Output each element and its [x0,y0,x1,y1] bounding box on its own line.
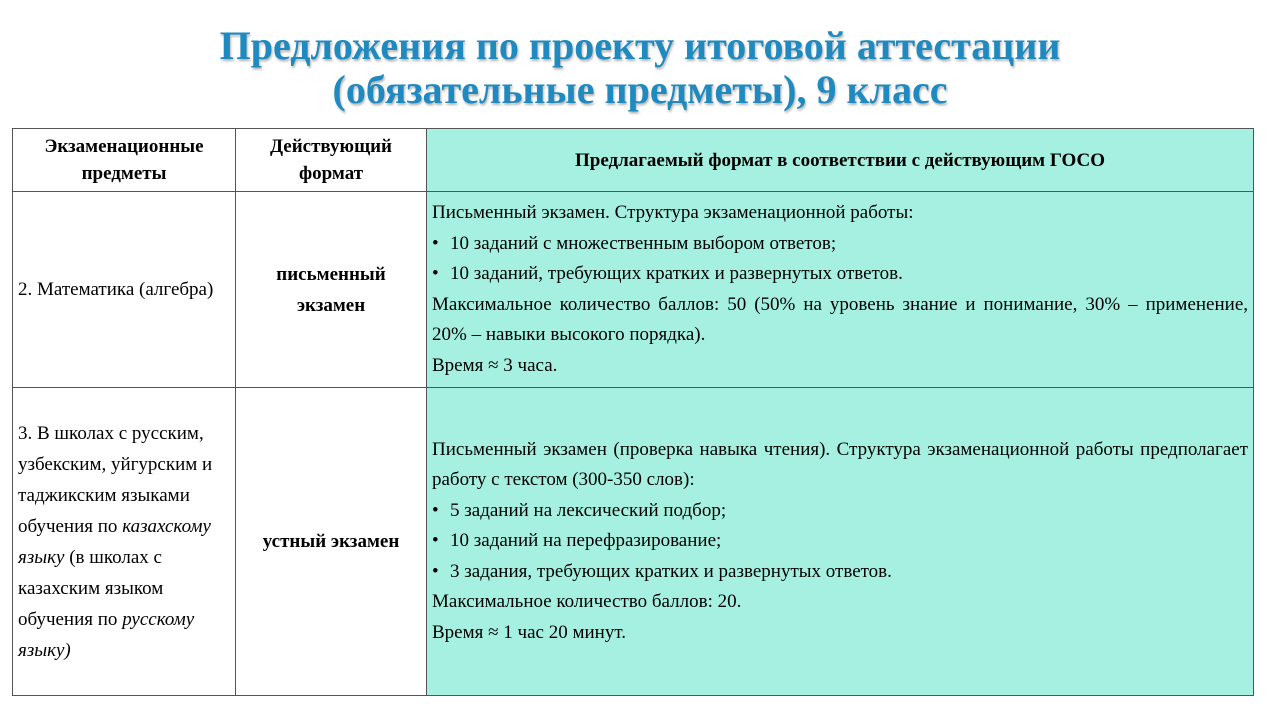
current-format-cell: письменный экзамен [236,192,427,388]
proposed-format-cell [427,388,1254,696]
proposed-time: Время ≈ 3 часа. [432,354,558,376]
bullet-dot: • [432,232,439,254]
subject-cell [13,388,236,696]
subject-language-russian: русскому языку) [18,608,195,661]
table-row [13,192,1254,388]
subject-language-kazakh: казахскому языку [18,515,211,568]
proposed-time: Время ≈ 1 час 20 минут. [432,621,626,643]
proposed-max-score: Максимальное количество баллов: 50 (50% на уровень знание и понимание, 30% – применение, 20% – навыки высокого порядка). [432,293,1248,345]
bullet-text: 10 заданий с множественным выбором ответов; [450,232,837,254]
subject-part: ( [64,546,76,568]
exam-table [12,128,1254,696]
proposed-bullet [432,557,1248,588]
bullet-text: 10 заданий, требующих кратких и развернутых ответов. [450,263,903,284]
subject-part: в школах с казахским языком обучения по [18,546,164,630]
subject-part: 3. В школах с русским, узбекским, уйгурским и таджикским языками обучения по [18,422,213,537]
header-row [13,129,1254,192]
bullet-text: 3 задания, требующих кратких и развернутых ответов. [450,560,892,582]
proposed-bullet [432,229,1248,260]
bullet-text: 10 заданий на перефразирование; [450,530,722,552]
proposed-bullet [432,496,1248,527]
header-current-format: Действующий формат [236,129,427,192]
bullet-dot: • [432,499,439,521]
proposed-bullet [432,259,1248,290]
subject-cell: 2. Математика (алгебра) [13,192,236,388]
header-proposed-format: Предлагаемый формат в соответствии с действующим ГОСО [427,129,1254,192]
bullet-dot: • [432,263,439,284]
bullet-dot: • [432,560,439,582]
page-title [0,24,1280,112]
title-line-1: Предложения по проекту итоговой аттестации [219,23,1061,68]
table-row [13,388,1254,696]
proposed-bullet [432,526,1248,557]
bullet-dot: • [432,530,439,552]
proposed-max-score: Максимальное количество баллов: 20. [432,591,742,613]
proposed-intro: Письменный экзамен (проверка навыка чтения). Структура экзаменационной работы предполагает работу с текстом (300-350 слов): [432,438,1248,491]
title-line-2: (обязательные предметы), 9 класс [332,67,948,112]
header-subjects: Экзаменационные предметы [13,129,236,192]
proposed-intro: Письменный экзамен. Структура экзаменационной работы: [432,202,914,223]
bullet-text: 5 заданий на лексический подбор; [450,499,727,521]
current-format-cell: устный экзамен [236,388,427,696]
proposed-format-cell [427,192,1254,388]
